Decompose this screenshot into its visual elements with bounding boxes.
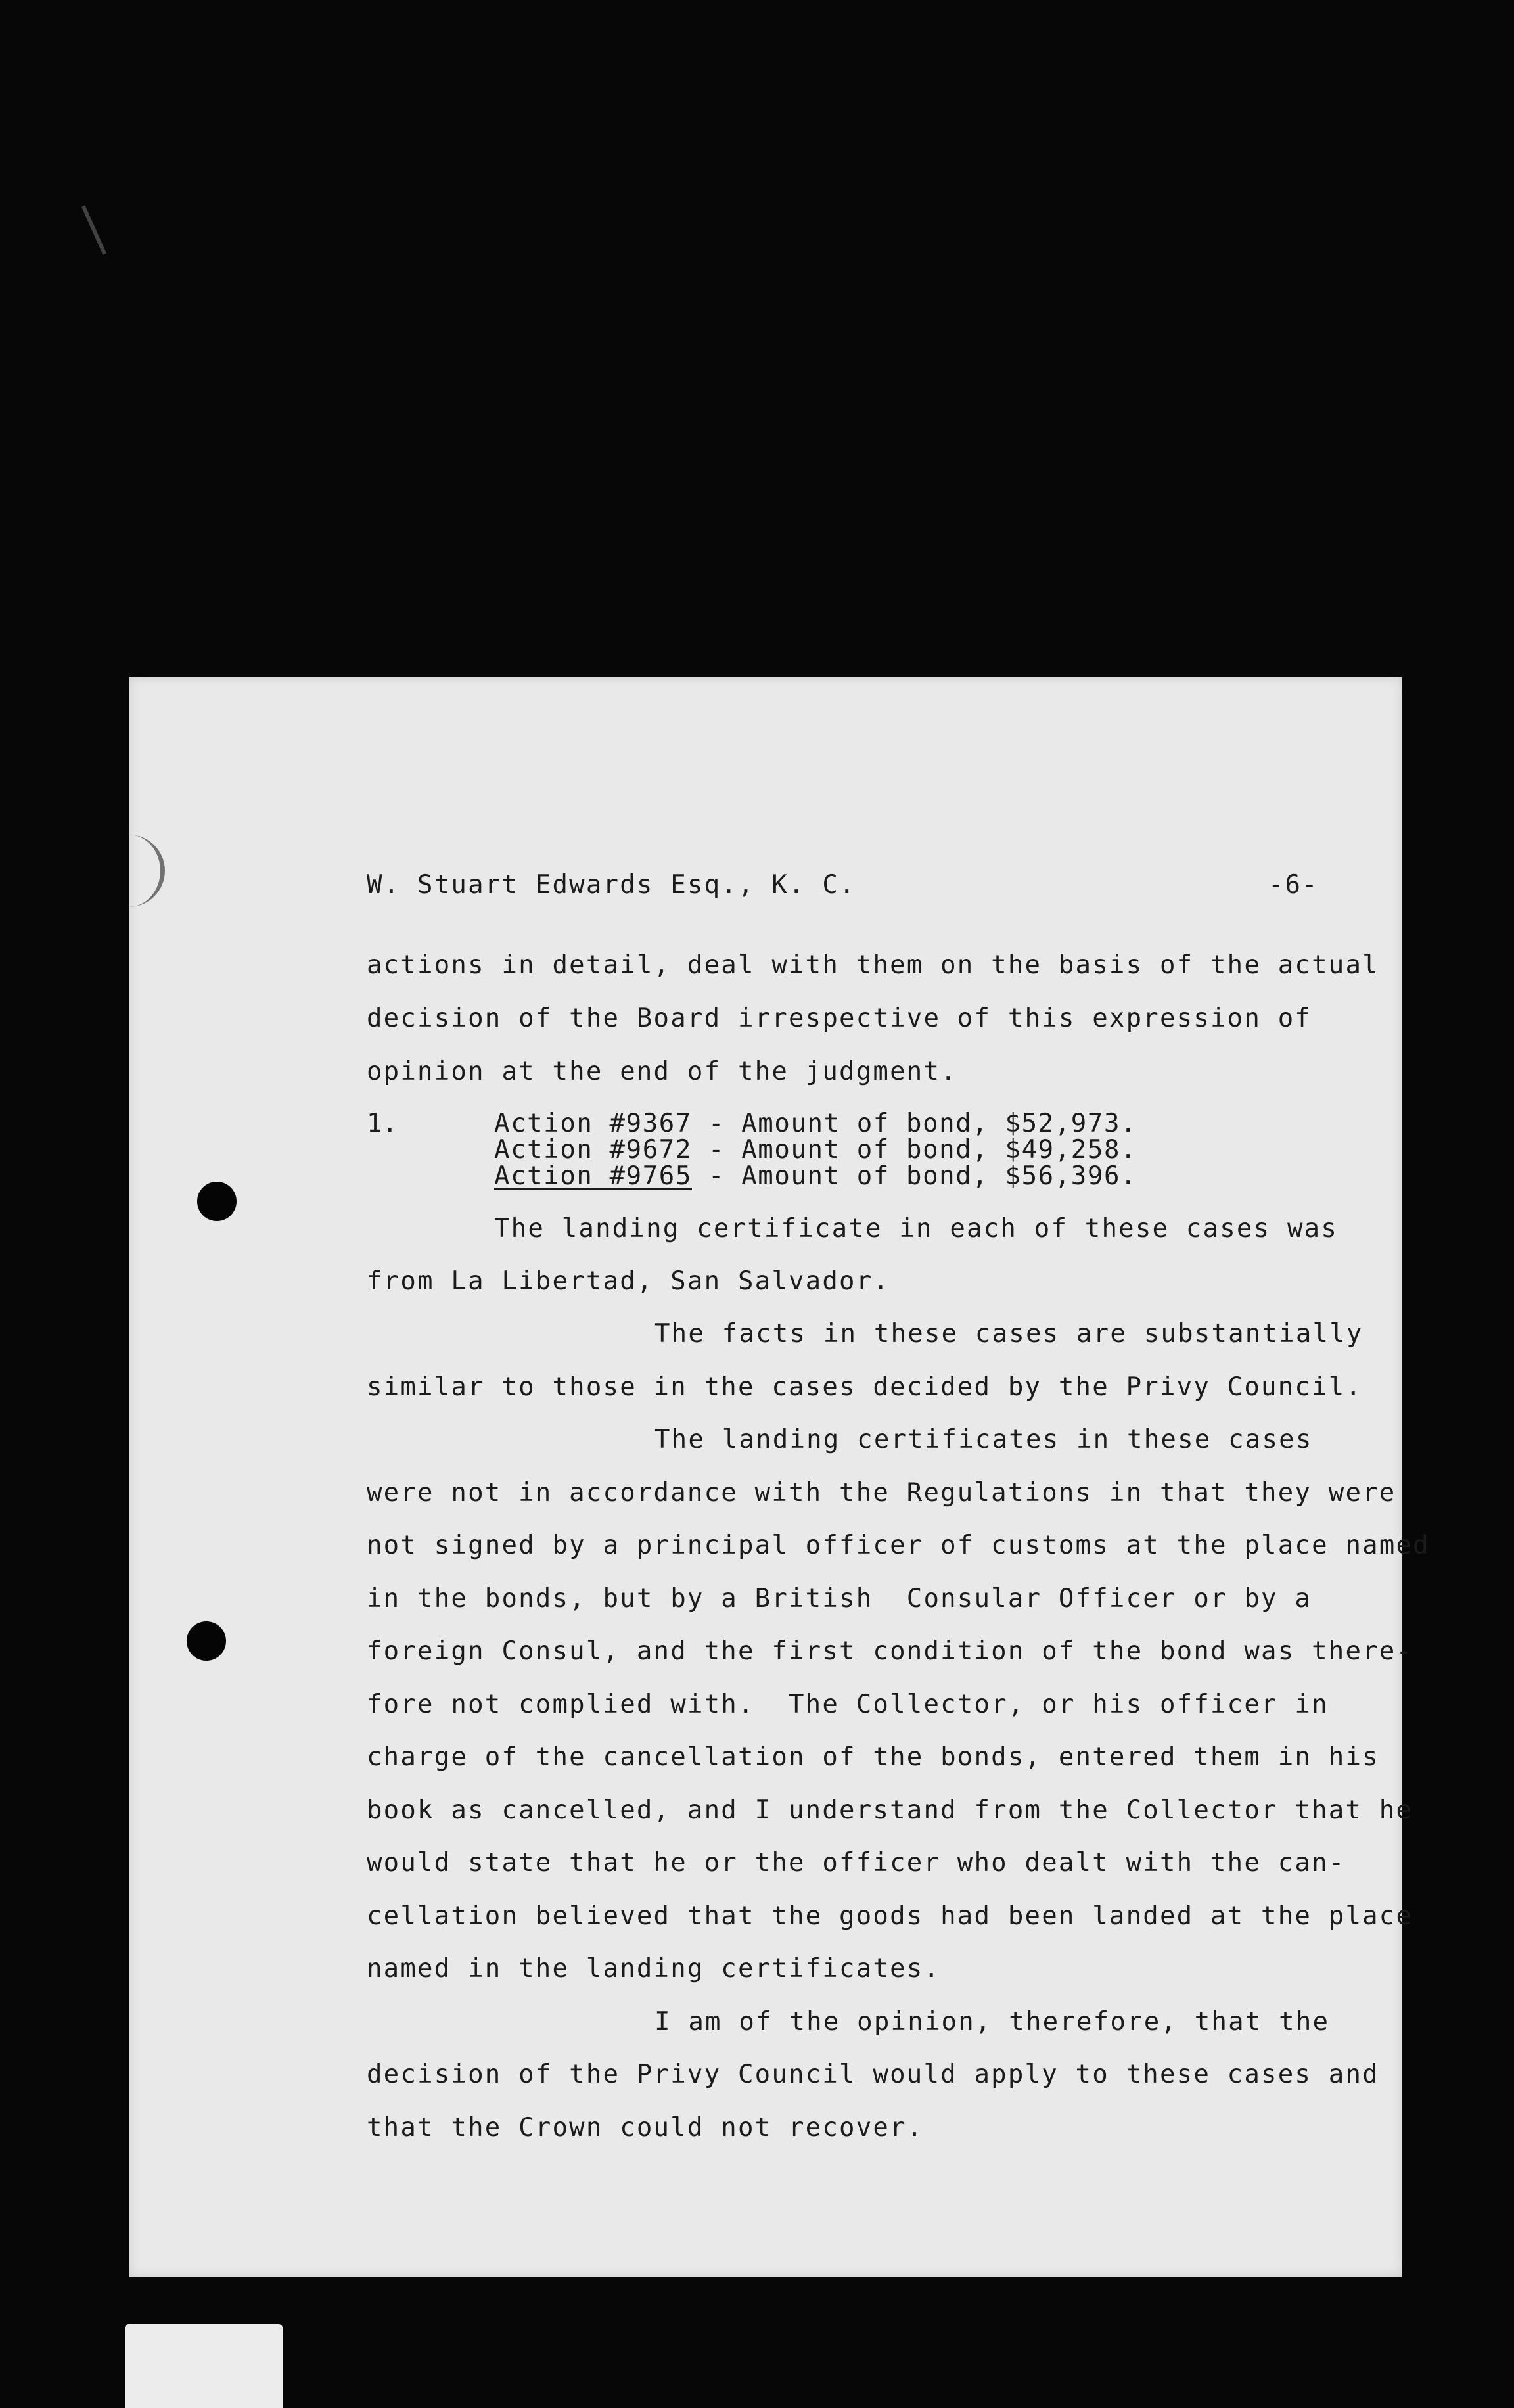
punch-hole-top [197, 1182, 237, 1221]
text-line: similar to those in the cases decided by the Privy Council. [367, 1372, 1363, 1402]
action-label: Action #9367 [494, 1109, 692, 1138]
text-line: were not in accordance with the Regulations in that they were [367, 1478, 1396, 1508]
punch-hole-bottom [187, 1621, 226, 1661]
text-line: book as cancelled, and I understand from the Collector that he [367, 1795, 1413, 1825]
action-line [494, 1163, 1137, 1190]
text-line: opinion at the end of the judgment. [367, 1057, 957, 1086]
text-line: charge of the cancellation of the bonds, entered them in his [367, 1742, 1379, 1772]
action-line [494, 1111, 1137, 1137]
action-amount: - Amount of bond, $49,258. [691, 1135, 1137, 1165]
text-line: cellation believed that the goods had been landed at the place [367, 1901, 1413, 1931]
action-line [494, 1137, 1137, 1163]
text-line: from La Libertad, San Salvador. [367, 1266, 890, 1296]
text-line: decision of the Privy Council would apply to these cases and [367, 2060, 1379, 2089]
text-line: that the Crown could not recover. [367, 2113, 924, 2142]
addressee-line: W. Stuart Edwards Esq., K. C. [367, 870, 856, 900]
action-amount: - Amount of bond, $56,396. [691, 1161, 1137, 1191]
text-line: not signed by a principal officer of customs at the place named [367, 1531, 1430, 1560]
text-line: The landing certificate in each of these cases was [494, 1214, 1338, 1243]
text-line: The landing certificates in these cases [654, 1425, 1313, 1454]
stray-mark [81, 205, 106, 255]
text-line: I am of the opinion, therefore, that the [654, 2007, 1330, 2037]
paper-scrap [125, 2324, 283, 2408]
action-amount: - Amount of bond, $52,973. [691, 1109, 1137, 1138]
text-line: fore not complied with. The Collector, or his officer in [367, 1690, 1329, 1719]
text-line: The facts in these cases are substantially [654, 1319, 1364, 1349]
text-line: named in the landing certificates. [367, 1954, 941, 1983]
page-number: -6- [1268, 870, 1319, 900]
text-line: decision of the Board irrespective of this expression of [367, 1004, 1312, 1033]
action-label: Action #9765 [494, 1161, 692, 1191]
text-line: foreign Consul, and the first condition of the bond was there- [367, 1636, 1413, 1666]
text-line: actions in detail, deal with them on the basis of the actual [367, 950, 1379, 980]
action-label: Action #9672 [494, 1135, 692, 1165]
text-line: would state that he or the officer who dealt with the can- [367, 1848, 1346, 1878]
item-number: 1. [367, 1109, 398, 1138]
text-line: in the bonds, but by a British Consular Officer or by a [367, 1584, 1312, 1613]
